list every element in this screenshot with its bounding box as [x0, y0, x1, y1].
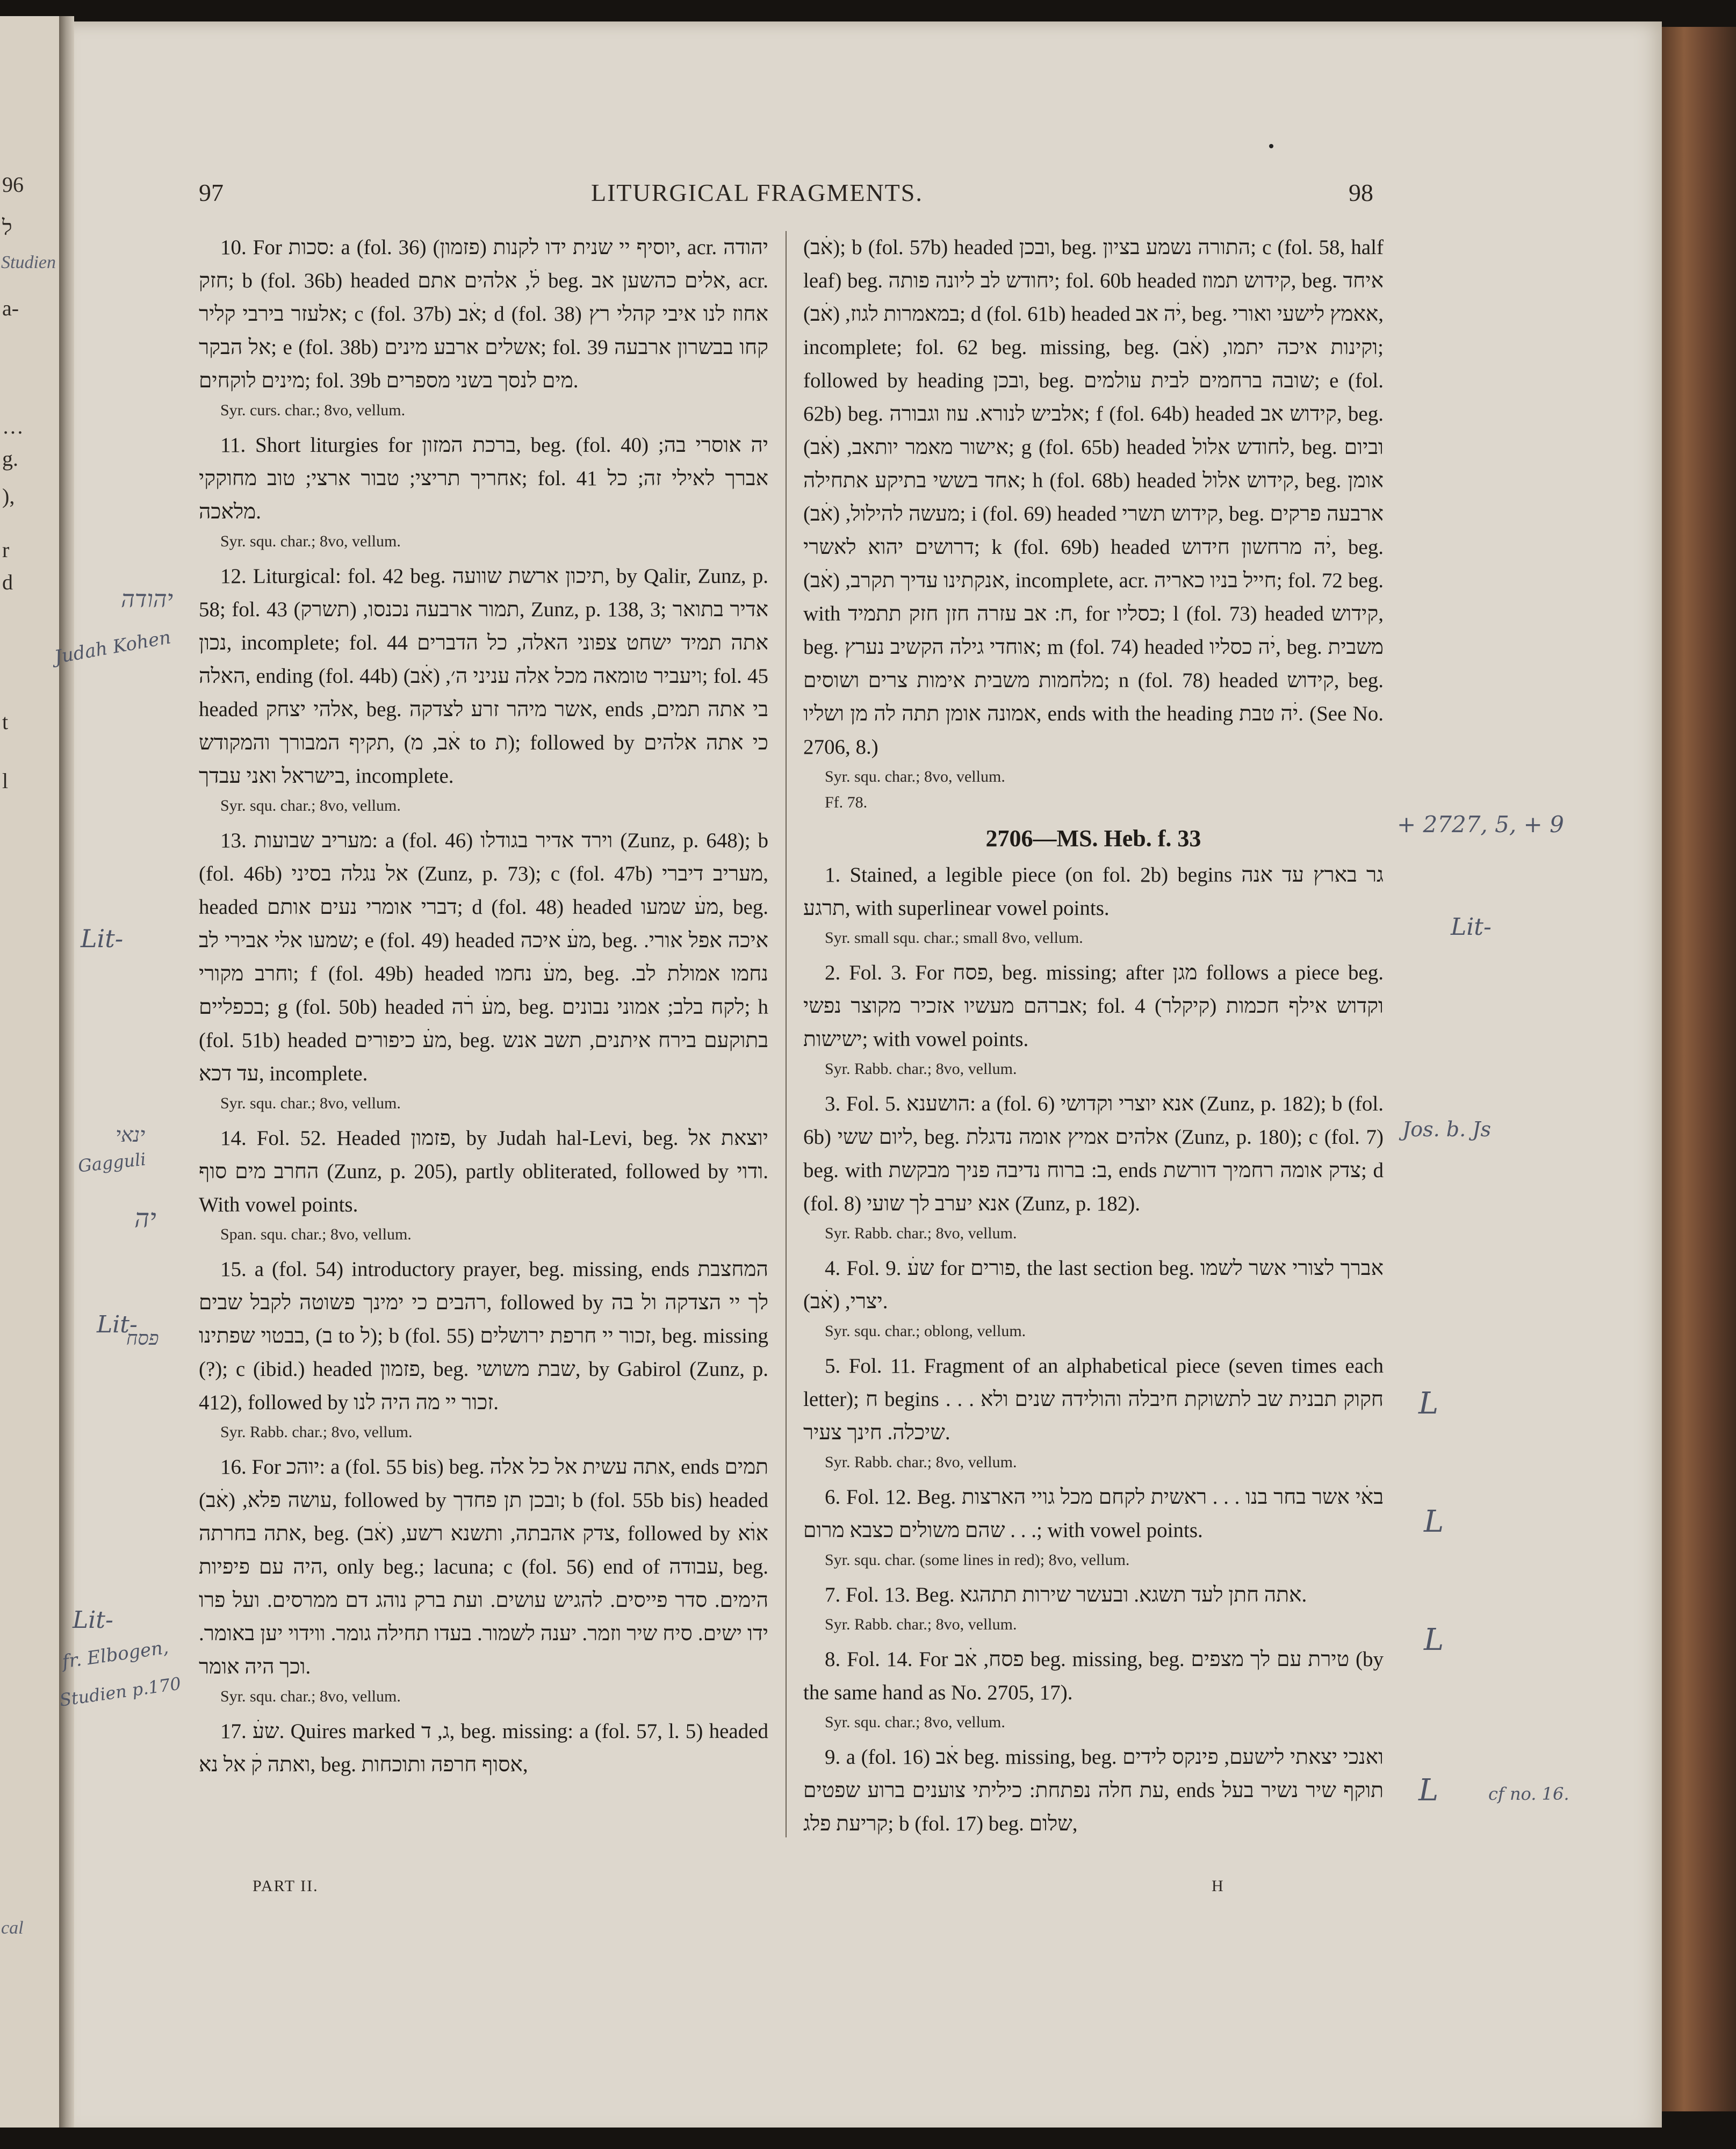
page-number-left: 97 [199, 179, 224, 206]
left-page-fragment: ל [2, 215, 12, 240]
folio-count: Ff. 78. [825, 794, 868, 811]
left-page-fragment: 96 [2, 172, 24, 197]
book-gutter [59, 16, 74, 2128]
left-page-note: cal [1, 1918, 24, 1938]
manuscript-heading: 2706—MS. Heb. f. 33 [985, 825, 1201, 852]
margin-note: Lit- [97, 1311, 138, 1338]
left-page-edge [0, 16, 59, 2128]
left-column [199, 231, 768, 1782]
catalogue-entry: 16. For יוהכ: a (fol. 55 bis) beg. אתה עשית אל כל אלה, ends תמים עושה פלא, (אׄב), followed by ובכן תן פחדך; b (fol. 55b bis) headed אתה בחרתה, beg. צדק אהבתה, ותשנא רשע, (אׄב), followed by אוׄא היה עם פיפיות, only beg.; lacuna; c (fol. 56) end of עבודה, beg. הימים. סדר פייסים. להגיש עושים. ועת ברק נוהג דם ממרסים. ועל פרו ידו ישים. סיח שיר וזמר. יענה לשמור. בעדו תחילה גומר. ווידוי יען באומר. וכך היה אומר. [199, 1455, 769, 1678]
gathering-letter: H [1212, 1877, 1224, 1895]
margin-note: L [1418, 1386, 1439, 1421]
entry-description: Syr. squ. char.; 8vo, vellum. [220, 1688, 401, 1705]
left-page-fragment: ), [2, 484, 15, 508]
margin-note: Gagguli [77, 1149, 147, 1177]
signature-mark: PART II. [253, 1877, 319, 1895]
margin-note: Studien p.170 [58, 1673, 183, 1711]
margin-note: cf no. 16. [1488, 1784, 1569, 1804]
entry-description: Syr. squ. char.; 8vo, vellum. [825, 1713, 1005, 1731]
margin-note: פסח [126, 1328, 159, 1350]
catalogue-entry: 1. Stained, a legible piece (on fol. 2b) begins גר בארץ עד אנה תרגע, with superlinear vowel points. [803, 863, 1384, 920]
margin-note: L [1418, 1773, 1439, 1808]
catalogue-entry: 6. Fol. 12. Beg. באׄי אשר בחר בנו . . . ראשית לקחם מכל גויי הארצות שהם משולים כצבא מרום . . .; with vowel points. [803, 1485, 1384, 1542]
catalogue-entry: 3. Fol. 5. הושענא: a (fol. 6) אנא יוצרי וקדושי (Zunz, p. 182); b (fol. 6b) ליום ששי, beg. אלהים אמיץ אומה נדגלת (Zunz, p. 180); c (fol. 7) beg. with ב: ברוח נדיבה פניך מבקשת, ends צדק אומה רחמיך דורשת; d (fol. 8) אנא יערב לך שועי (Zunz, p. 182). [803, 1092, 1384, 1215]
margin-note: יה [134, 1203, 156, 1234]
left-page-fragment: … [2, 414, 24, 438]
margin-note: יהודה [121, 586, 174, 613]
left-page-fragment: t [2, 710, 9, 734]
left-page-fragment: r [2, 538, 10, 562]
running-title: LITURGICAL FRAGMENTS. [591, 179, 923, 206]
entry-description: Syr. squ. char.; 8vo, vellum. [220, 797, 401, 814]
margin-note: fr. Elbogen, [61, 1636, 170, 1673]
catalogue-entry: 14. Fol. 52. Headed פזמון, by Judah hal-Levi, beg. יוצאת אל החרב מים סוף (Zunz, p. 205), partly obliterated, followed by ודוי. With vowel points. [199, 1127, 769, 1216]
left-page-note: Studien [1, 253, 56, 272]
right-column [803, 231, 1384, 1841]
entry-description: Syr. squ. char. (some lines in red); 8vo, vellum. [825, 1551, 1130, 1569]
left-page-fragment: l [2, 769, 9, 793]
entry-description: Syr. Rabb. char.; 8vo, vellum. [825, 1616, 1017, 1633]
margin-note: L [1424, 1622, 1444, 1657]
left-page-fragment: d [2, 570, 13, 594]
entry-description: Syr. Rabb. char.; 8vo, vellum. [825, 1453, 1017, 1471]
catalogue-entry: (אׄב); b (fol. 57b) headed ובכן, beg. התורה נשמע בציון; c (fol. 58, half leaf) beg. יחודש לב ליונה פותה; fol. 60b headed קידוש תמוז, beg. איחד במאמרות לגוז, (אׄב); d (fol. 61b) headed יׄה אב, beg. אאמץ לישעי ואורי, incomplete; fol. 62 beg. missing, beg. וקינות איכה יתמו, (אׄב); followed by heading ובכן, beg. שובה ברחמים לבית עולמים; e (fol. 62b) beg. אלביש לנורא. עוז וגבורה; f (fol. 64b) headed קידוש אב, beg. אישור מאמר יותאב, (אׄב); g (fol. 65b) headed לחודש אלול, beg. וביום אחד בששי בתיקע אתחילה; h (fol. 68b) headed קידוש אלול, beg. אומן מעשה להילול, (אׄב); i (fol. 69) headed קידוש תשרי, beg. ארבעה פרקים דרושים יהוא לאשרי; k (fol. 69b) headed יׄה מרחשון חידוש, beg. אנקתינו עדיך תקרב, (אׄב), incomplete, acr. חייל בניו כאריה; fol. 72 beg. with ח: אב עזרה חזן חזק תתמיד, for כסליו; l (fol. 73) headed קידוש, beg. אוחדי גילה הקשיב נערץ; m (fol. 74) headed יׄה כסליו, beg. משבית מלחמות משבית אימות צרים ושוסים; n (fol. 78) headed קידוש, beg. אמונה אומן תתה לה מן ושליו, ends with the heading יׄה טבת. (See No. 2706, 8.) [803, 236, 1384, 759]
catalogue-entry: 13. מעריב שבועות: a (fol. 46) וירד אדיר בגודלו (Zunz, p. 648); b (fol. 46b) אל נגלה בסיני (Zunz, p. 73); c (fol. 47b) מעריב דיברי, headed דברי אומרי נעים אותם; d (fol. 48) headed מעׄ שמעו, beg. שמעו אלי אבירי לב; e (fol. 49) headed מעׄ איכה, beg. איכה אפל אורי. וחרב מקורי; f (fol. 49b) headed מעׄ נחמו, beg. נחמו אמולת לב. בכפליים; g (fol. 50b) headed מעׄ רׄה, beg. לקח בלב; אמוני נבונים; h (fol. 51b) headed מעׄ כיפורים, beg. בתוקעם בירח איתנים, תשב אנש עד דכא, incomplete. [199, 829, 769, 1085]
entry-description: Syr. small squ. char.; small 8vo, vellum. [825, 929, 1083, 947]
entry-description: Syr. squ. char.; 8vo, vellum. [220, 1094, 401, 1112]
catalogue-entry: 2. Fol. 3. For פסח, beg. missing; after מגן follows a piece beg. אברהם מעשיו אזכיר מקוצר נפשי; fol. 4 (קיקלר) וקדוש אילף חכמות ישישות; with vowel points. [803, 961, 1384, 1051]
margin-note: Jos. b. Js [1402, 1117, 1491, 1141]
margin-note: L [1424, 1504, 1444, 1539]
catalogue-entry: 15. a (fol. 54) introductory prayer, beg. missing, ends המחצבת רהבים כי ימינך פשוטה לקבל שבים, followed by לך יי הצדקה ול בה בבטוי שפתינו, (ב to ל); b (fol. 55) זכור יי חרפת ירושלים, beg. missing (?); c (ibid.) headed פזמון, beg. שבת משושי, by Gabirol (Zunz, p. 412), followed by זכור יי מה היה לנו. [199, 1258, 769, 1414]
margin-note: Lit- [1451, 913, 1492, 941]
entry-description: Syr. Rabb. char.; 8vo, vellum. [825, 1060, 1017, 1078]
catalogue-entry: 11. Short liturgies for ברכת המזון, beg. (fol. 40) יה אוסרי בה; אחריך תריצי; טבור ארצי; טוב מחוקקי; fol. 41 אברך לאילי זה; כל מלאכה. [199, 434, 768, 523]
catalogue-entry: 4. Fol. 9. שעׄ for פורים, the last section beg. אברך לצורי אשר לשמו יצרי, (אׄב). [803, 1257, 1384, 1313]
left-page-fragment: a- [2, 296, 19, 320]
catalogue-entry: 10. For סכות: a (fol. 36) יוסיף יי שנית ידו לקנות (פזמון), acr. יהודה חזק; b (fol. 36b) headed לׄ, אלהים אתם beg. אלים כהשען אב, acr. אלעזר בירבי קליר; c (fol. 37b) אׄב; d (fol. 38) אחוז לנו איבי קהלי רץ אל הבקר; e (fol. 38b) אשלים ארבע מינים; fol. 39 קחו בבשרון ארבעה מינים לוקחים; fol. 39b מים לנסך בשני מספרים. [199, 236, 768, 392]
catalogue-entry: 12. Liturgical: fol. 42 beg. תיכון ארשת שוועה, by Qalir, Zunz, p. 58; fol. 43 תמור ארבעה נכנסו, (תשרק), Zunz, p. 138, 3; אדיר בתואר נכון, incomplete; fol. 44 אתה תמיד ישחט צפוני האלה, כל הדברים האלה, ending (fol. 44b) ויעביר טומאה מכל אלה עניני ה׳, (אׄב); fol. 45 headed אלהי יצחק, beg. אשר מיהר זרע לצדקה, ends בי אתה תמים, תקיף המבורך והמקודש, (אׄב, מ to ת); followed by כי אתה אלהים בישראל ואני עבדך, incomplete. [199, 565, 768, 788]
margin-note: Judah Kohen [53, 626, 172, 668]
entry-description: Syr. Rabb. char.; 8vo, vellum. [220, 1423, 413, 1441]
catalogue-entry: 5. Fol. 11. Fragment of an alphabetical piece (seven times each letter); ח begins . . . חקוק תבנית שב לתשוקת חיבלה והולידה שנים ולא שיכלה. חינך צעיר. [803, 1354, 1384, 1444]
margin-note: Lit- [73, 1606, 113, 1634]
entry-description: Syr. squ. char.; 8vo, vellum. [220, 532, 401, 550]
catalogue-entry: 8. Fol. 14. For פסח, אׄב beg. missing, beg. טירת עם לך מצפים (by the same hand as No. 2705, 17). [803, 1648, 1384, 1704]
entry-description: Syr. Rabb. char.; 8vo, vellum. [825, 1224, 1017, 1242]
left-page-fragment: g. [2, 446, 18, 471]
entry-description: Span. squ. char.; 8vo, vellum. [220, 1225, 412, 1243]
catalogue-entry: 7. Fol. 13. Beg. אתה חתן לעד תשגא. ובעשר שירות תתהגא. [825, 1583, 1307, 1606]
column-divider [786, 231, 787, 1837]
book-spine-edge [1662, 27, 1736, 2111]
margin-note: ינאי [116, 1123, 146, 1146]
catalogue-entry: 17. שעׄ. Quires marked ג, ד, beg. missing: a (fol. 57, l. 5) headed ואתה קׄ אל נא, beg. אסוף חרפה ותוכחות, [199, 1720, 768, 1776]
margin-note: + 2727, 5, + 9 [1397, 811, 1564, 838]
margin-note: Lit- [81, 924, 124, 953]
catalogue-entry: 9. a (fol. 16) אׄב beg. missing, beg. ואנכי יצאתי לישעם, פינקס לידים עת חלה נפתחת: כיליתי צוענים ברוע שפטים, ends תוקף שיר נשיר בעל קריעת פלג; b (fol. 17) beg. שלום, [803, 1746, 1384, 1835]
entry-description: Syr. squ. char.; oblong, vellum. [825, 1322, 1026, 1340]
entry-description: Syr. squ. char.; 8vo, vellum. [825, 768, 1005, 785]
page-number-right: 98 [1349, 179, 1373, 206]
page-mark [1269, 144, 1273, 148]
entry-description: Syr. curs. char.; 8vo, vellum. [220, 401, 406, 419]
